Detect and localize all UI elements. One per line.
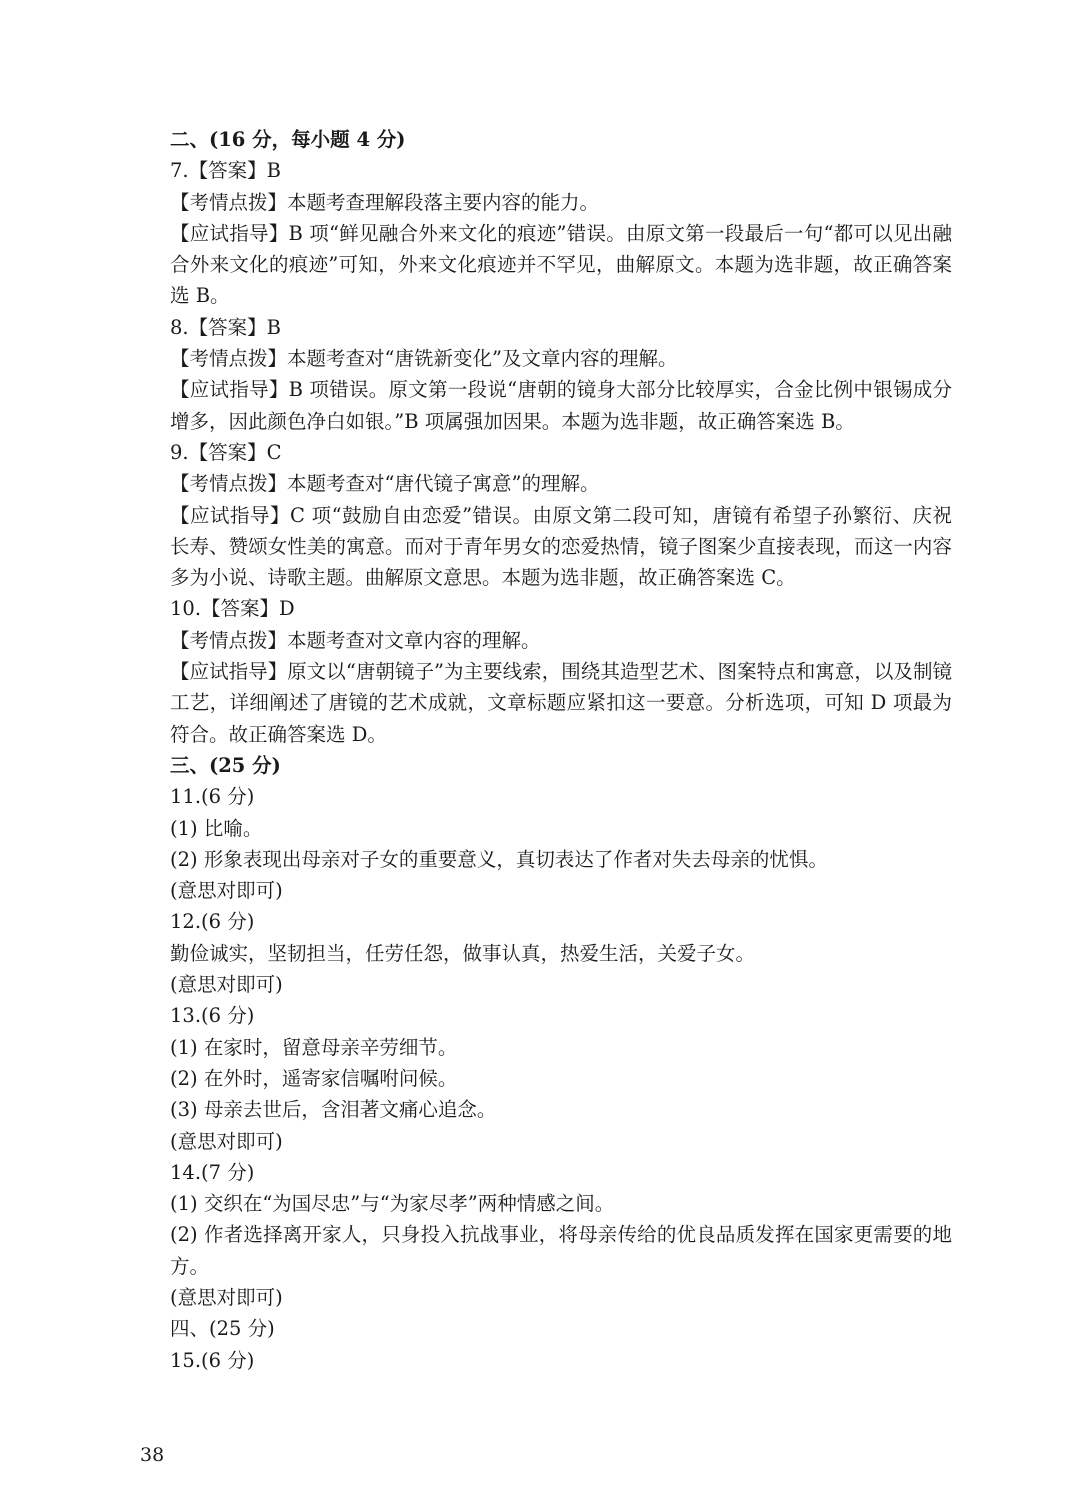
q13-heading: 13.(6 分) <box>170 1004 255 1028</box>
q12-answer: 勤俭诚实，坚韧担当，任劳任怨，做事认真，热爱生活，关爱子女。 <box>170 941 756 965</box>
q7-exam-point: 【考情点拨】本题考查理解段落主要内容的能力。 <box>170 190 600 214</box>
q11-note: (意思对即可) <box>170 879 283 903</box>
q9-exam-point: 【考情点拨】本题考查对“唐代镜子寓意”的理解。 <box>170 472 600 496</box>
q7-guidance: 【应试指导】B 项“鲜见融合外来文化的痕迹”错误。由原文第一段最后一句“都可以见出融合外来文化的痕迹”可知，外来文化痕迹并不罕见，曲解原文。本题为选非题，故正确答案选 B。 <box>170 221 952 308</box>
q14-point-2: (2) 作者选择离开家人，只身投入抗战事业，将母亲传给的优良品质发挥在国家更需要的地方。 <box>170 1223 952 1278</box>
section-4-heading: 四、(25 分) <box>170 1317 275 1341</box>
q8-exam-point: 【考情点拨】本题考查对“唐铣新变化”及文章内容的理解。 <box>170 347 678 371</box>
q8-guidance: 【应试指导】B 项错误。原文第一段说“唐朝的镜身大部分比较厚实，合金比例中银锡成分增多，因此颜色净白如银。”B 项属强加因果。本题为选非题，故正确答案选 B。 <box>170 378 952 433</box>
section-3-heading: 三、(25 分) <box>170 753 281 777</box>
q10-exam-point: 【考情点拨】本题考查对文章内容的理解。 <box>170 628 541 652</box>
q9-guidance: 【应试指导】C 项“鼓励自由恋爱”错误。由原文第二段可知，唐镜有希望子孙繁衍、庆祝长寿、赞颂女性美的寓意。而对于青年男女的恋爱热情，镜子图案少直接表现，而这一内容多为小说、诗歌主题。曲解原文意思。本题为选非题，故正确答案选 C。 <box>170 503 952 590</box>
q11-heading: 11.(6 分) <box>170 785 255 809</box>
q12-note: (意思对即可) <box>170 973 283 997</box>
q9-answer: 9.【答案】C <box>170 440 282 464</box>
page-number: 38 <box>140 1444 165 1466</box>
q13-point-3: (3) 母亲去世后，含泪著文痛心追念。 <box>170 1098 497 1122</box>
q13-point-2: (2) 在外时，遥寄家信嘱咐问候。 <box>170 1066 458 1090</box>
q15-heading: 15.(6 分) <box>170 1348 255 1372</box>
q10-guidance: 【应试指导】原文以“唐朝镜子”为主要线索，围绕其造型艺术、图案特点和寓意，以及制镜工艺，详细阐述了唐镜的艺术成就，文章标题应紧扣这一要意。分析选项，可知 D 项最为符合。故正确答案选 D。 <box>170 660 952 746</box>
q7-answer: 7.【答案】B <box>170 159 281 183</box>
q11-point-2: (2) 形象表现出母亲对子女的重要意义，真切表达了作者对失去母亲的忧惧。 <box>170 847 828 871</box>
q13-note: (意思对即可) <box>170 1129 283 1153</box>
q10-answer: 10.【答案】D <box>170 597 295 621</box>
q14-note: (意思对即可) <box>170 1285 283 1309</box>
section-2-heading: 二、(16 分，每小题 4 分) <box>170 128 406 151</box>
q14-heading: 14.(7 分) <box>170 1160 255 1184</box>
answer-document <box>130 124 952 1376</box>
q12-heading: 12.(6 分) <box>170 910 255 934</box>
q11-point-1: (1) 比喻。 <box>170 816 263 840</box>
q14-point-1: (1) 交织在“为国尽忠”与“为家尽孝”两种情感之间。 <box>170 1192 615 1216</box>
q13-point-1: (1) 在家时，留意母亲辛劳细节。 <box>170 1035 458 1059</box>
q8-answer: 8.【答案】B <box>170 315 281 339</box>
